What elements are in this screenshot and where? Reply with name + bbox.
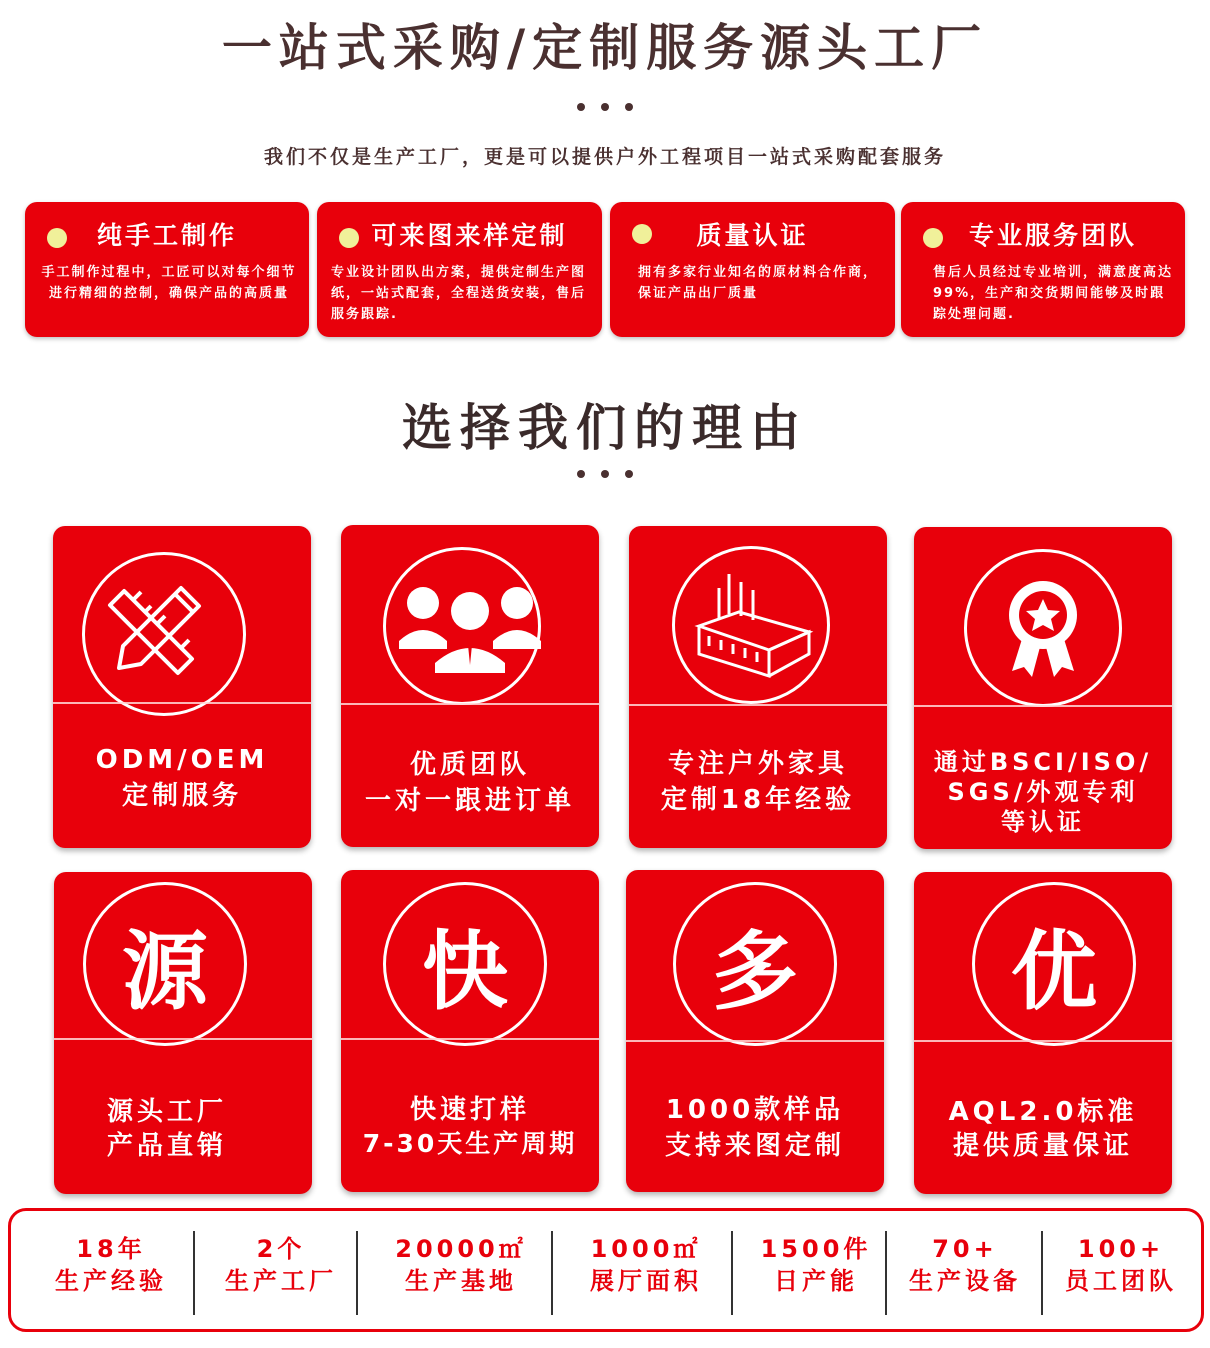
icon-circle bbox=[83, 882, 247, 1046]
card-divider bbox=[914, 1040, 1172, 1042]
page-title: 一站式采购/定制服务源头工厂 bbox=[221, 19, 989, 77]
stat-item-base bbox=[376, 1233, 546, 1297]
reason-card-source bbox=[54, 872, 312, 1194]
feature-desc: 专业设计团队出方案，提供定制生产图纸，一站式配套，全程送货安装，售后服务跟踪. bbox=[331, 265, 587, 322]
stat-item-staff bbox=[1051, 1233, 1191, 1297]
feature-title: 纯手工制作 bbox=[96, 221, 237, 250]
stat-item-experience bbox=[41, 1233, 181, 1297]
card-label-line1: 专注户外家具 bbox=[667, 749, 848, 779]
card-divider bbox=[54, 1038, 312, 1040]
icon-circle bbox=[383, 882, 547, 1046]
stat-value: 100+ bbox=[1077, 1235, 1165, 1263]
char-fast: 快 bbox=[422, 922, 508, 1022]
reason-card-fast bbox=[341, 870, 599, 1192]
card-label-line2: 定制18年经验 bbox=[660, 785, 856, 815]
reason-card-many bbox=[626, 870, 884, 1192]
stat-item-showroom bbox=[571, 1233, 721, 1297]
card-divider bbox=[53, 702, 311, 704]
feature-box-quality bbox=[610, 202, 895, 337]
stat-label: 生产设备 bbox=[909, 1267, 1021, 1295]
char-quality: 优 bbox=[1011, 922, 1097, 1022]
section-title-reasons: 选择我们的理由 bbox=[402, 399, 808, 457]
card-divider bbox=[626, 1040, 884, 1042]
feature-box-handmade bbox=[25, 202, 309, 337]
card-divider bbox=[914, 705, 1172, 707]
card-label-line2: SGS/外观专利 bbox=[947, 778, 1139, 806]
section-dots-divider bbox=[0, 463, 1210, 482]
stat-value: 1500件 bbox=[760, 1235, 872, 1263]
stat-value: 20000㎡ bbox=[395, 1235, 527, 1263]
reason-card-odm bbox=[53, 526, 311, 848]
stat-divider bbox=[551, 1231, 553, 1315]
stat-value: 1000㎡ bbox=[590, 1235, 702, 1263]
reason-card-factory bbox=[629, 526, 887, 848]
card-label-line1: 1000款样品 bbox=[665, 1095, 845, 1125]
reason-card-certification bbox=[914, 527, 1172, 849]
char-source: 源 bbox=[122, 922, 208, 1022]
char-many: 多 bbox=[712, 922, 798, 1022]
feature-title: 质量认证 bbox=[696, 221, 809, 250]
card-label-line2: 一对一跟进订单 bbox=[364, 786, 575, 816]
stat-divider bbox=[885, 1231, 887, 1315]
feature-title: 可来图来样定制 bbox=[371, 221, 568, 250]
stat-label: 日产能 bbox=[774, 1267, 858, 1295]
card-label-line1: 通过BSCI/ISO/ bbox=[933, 748, 1153, 776]
stats-strip bbox=[8, 1208, 1204, 1332]
icon-circle bbox=[972, 882, 1136, 1046]
card-label-line1: ODM/OEM bbox=[95, 745, 269, 775]
card-label-line1: 优质团队 bbox=[409, 750, 530, 780]
stat-item-capacity bbox=[746, 1233, 886, 1297]
feature-box-service-team bbox=[901, 202, 1185, 337]
card-divider bbox=[629, 704, 887, 706]
stat-divider bbox=[193, 1231, 195, 1315]
card-label-line2: 产品直销 bbox=[107, 1131, 228, 1161]
stat-item-equipment bbox=[895, 1233, 1035, 1297]
stat-item-factories bbox=[211, 1233, 351, 1297]
card-label-line3: 等认证 bbox=[1001, 808, 1085, 836]
stat-label: 生产基地 bbox=[405, 1267, 517, 1295]
card-label-line2: 7-30天生产周期 bbox=[362, 1129, 578, 1158]
card-label-line2: 定制服务 bbox=[121, 781, 242, 811]
feature-box-custom bbox=[317, 202, 602, 337]
stat-label: 生产经验 bbox=[55, 1267, 167, 1295]
page-subtitle: 我们不仅是生产工厂，更是可以提供户外工程项目一站式采购配套服务 bbox=[263, 146, 946, 168]
stat-divider bbox=[356, 1231, 358, 1315]
card-divider bbox=[341, 1038, 599, 1040]
card-label-line2: 提供质量保证 bbox=[952, 1131, 1133, 1161]
stat-divider bbox=[731, 1231, 733, 1315]
card-label-line1: AQL2.0标准 bbox=[948, 1097, 1138, 1127]
title-dots-divider bbox=[0, 96, 1210, 115]
stat-value: 70+ bbox=[932, 1235, 998, 1263]
stat-label: 生产工厂 bbox=[225, 1267, 337, 1295]
card-label-line1: 源头工厂 bbox=[107, 1097, 228, 1127]
reason-card-quality bbox=[914, 872, 1172, 1194]
feature-title: 专业服务团队 bbox=[968, 221, 1137, 250]
feature-desc: 售后人员经过专业培训，满意度高达99%，生产和交货期间能够及时跟踪处理问题. bbox=[933, 265, 1174, 322]
icon-circle bbox=[673, 882, 837, 1046]
card-label-line1: 快速打样 bbox=[409, 1095, 530, 1125]
stat-label: 员工团队 bbox=[1065, 1267, 1177, 1295]
stat-value: 2个 bbox=[256, 1235, 306, 1263]
card-label-line2: 支持来图定制 bbox=[664, 1131, 845, 1161]
reason-card-team bbox=[341, 525, 599, 847]
card-divider bbox=[341, 703, 599, 705]
feature-desc: 手工制作过程中，工匠可以对每个细节进行精细的控制，确保产品的高质量 bbox=[41, 265, 297, 301]
stat-label: 展厅面积 bbox=[590, 1267, 702, 1295]
stat-divider bbox=[1041, 1231, 1043, 1315]
stat-value: 18年 bbox=[76, 1235, 146, 1263]
feature-desc: 拥有多家行业知名的原材料合作商，保证产品出厂质量 bbox=[638, 265, 879, 301]
